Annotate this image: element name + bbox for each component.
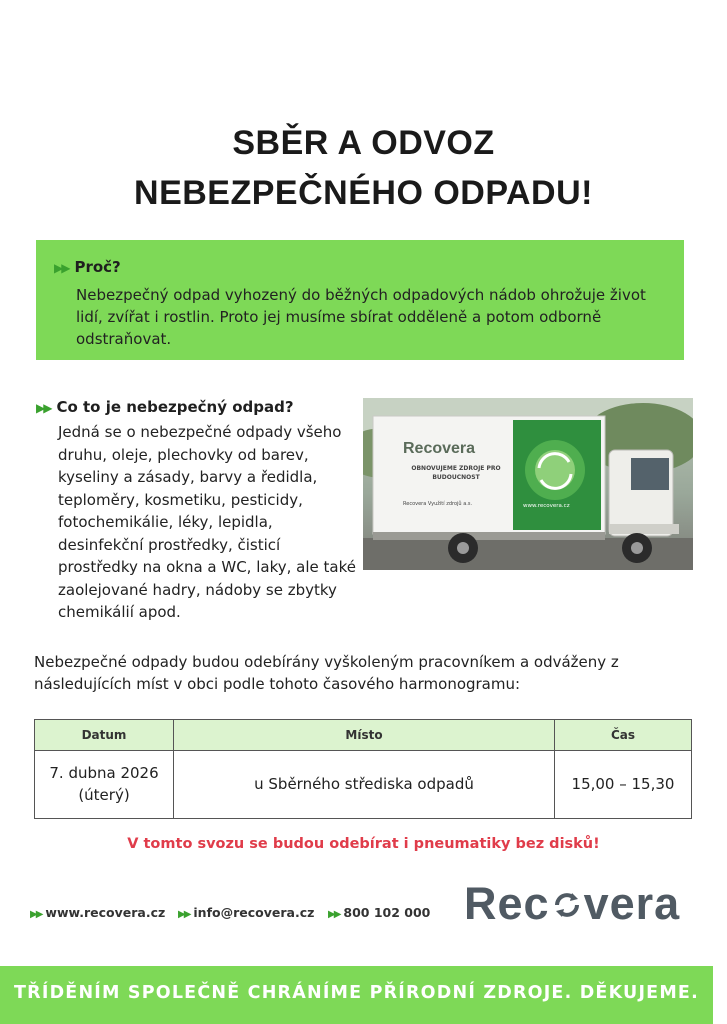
schedule-header-row — [35, 720, 691, 751]
what-text: Jedná se o nebezpečné odpady všeho druhu, oleje, plechovky od barev, kyseliny a zásady, barvy a ředidla, teploměry, kosmetiku, pesticidy, fotochemikálie, léky, lepidla, desinfekční prostředky, čisticí prostředky na okna a WC, laky, ale také zaolejované hadry, nádoby se zbytky chemikálií apod. — [58, 423, 356, 621]
why-heading-text: Proč? — [74, 258, 121, 276]
why-heading — [54, 258, 121, 276]
what-heading — [36, 398, 294, 416]
schedule-intro: Nebezpečné odpady budou odebírány vyškoleným pracovníkem a odváženy z následujících míst v obci podle tohoto časového harmonogramu: — [34, 653, 619, 693]
double-arrow-icon: ▶▶ — [36, 401, 51, 415]
logo-text-start: Rec — [464, 878, 550, 929]
truck-photo — [363, 398, 693, 570]
double-arrow-icon: ▶▶ — [54, 261, 69, 275]
contact-email-link[interactable]: info@recovera.cz — [193, 905, 315, 920]
table-row — [35, 750, 173, 818]
header-place: Místo — [345, 728, 383, 742]
schedule-table — [34, 719, 692, 819]
double-arrow-icon: ▶▶ — [30, 909, 42, 920]
footer-banner — [0, 966, 713, 1024]
truck-illustration — [363, 398, 693, 570]
tires-notice: V tomto svozu se budou odebírat i pneumatiky bez disků! — [127, 836, 600, 852]
contact-phone-number[interactable]: 800 102 000 — [343, 905, 431, 920]
double-arrow-icon: ▶▶ — [328, 909, 340, 920]
row-weekday: (úterý) — [78, 786, 130, 804]
truck-brand-text: Recovera — [403, 440, 476, 457]
why-text: Nebezpečný odpad vyhozený do běžných odpadových nádob ohrožuje život lidí, zvířat i rostlin. Proto jej musíme sbírat odděleně a potom odborně odstraňovat. — [76, 286, 646, 348]
header-date: Datum — [81, 728, 127, 742]
double-arrow-icon: ▶▶ — [178, 909, 190, 920]
page-title — [0, 118, 727, 218]
row-date: 7. dubna 2026 — [49, 764, 159, 782]
title-line-2: NEBEZPEČNÉHO ODPADU! — [134, 174, 593, 212]
truck-company-text: Recovera Využití zdrojů a.s. — [403, 501, 473, 507]
contact-web-link[interactable]: www.recovera.cz — [45, 905, 166, 920]
row-time: 15,00 – 15,30 — [571, 775, 675, 793]
truck-slogan-text: OBNOVUJEME ZDROJE PRO BUDOUCNOST — [411, 465, 501, 481]
recovera-logo — [464, 878, 680, 930]
row-place: u Sběrného střediska odpadů — [254, 775, 474, 793]
title-line-1: SBĚR A ODVOZ — [232, 124, 495, 162]
contact-web — [30, 905, 165, 920]
logo-text-end: vera — [583, 878, 681, 929]
what-heading-text: Co to je nebezpečný odpad? — [56, 398, 294, 416]
recycle-icon — [551, 889, 583, 921]
contact-email — [178, 905, 314, 920]
header-time: Čas — [610, 728, 636, 742]
contact-phone — [328, 905, 430, 920]
footer-slogan: TŘÍDĚNÍM SPOLEČNĚ CHRÁNÍME PŘÍRODNÍ ZDROJE. DĚKUJEME. — [14, 983, 699, 1003]
truck-url-text: www.recovera.cz — [523, 503, 570, 509]
why-section — [36, 240, 684, 360]
